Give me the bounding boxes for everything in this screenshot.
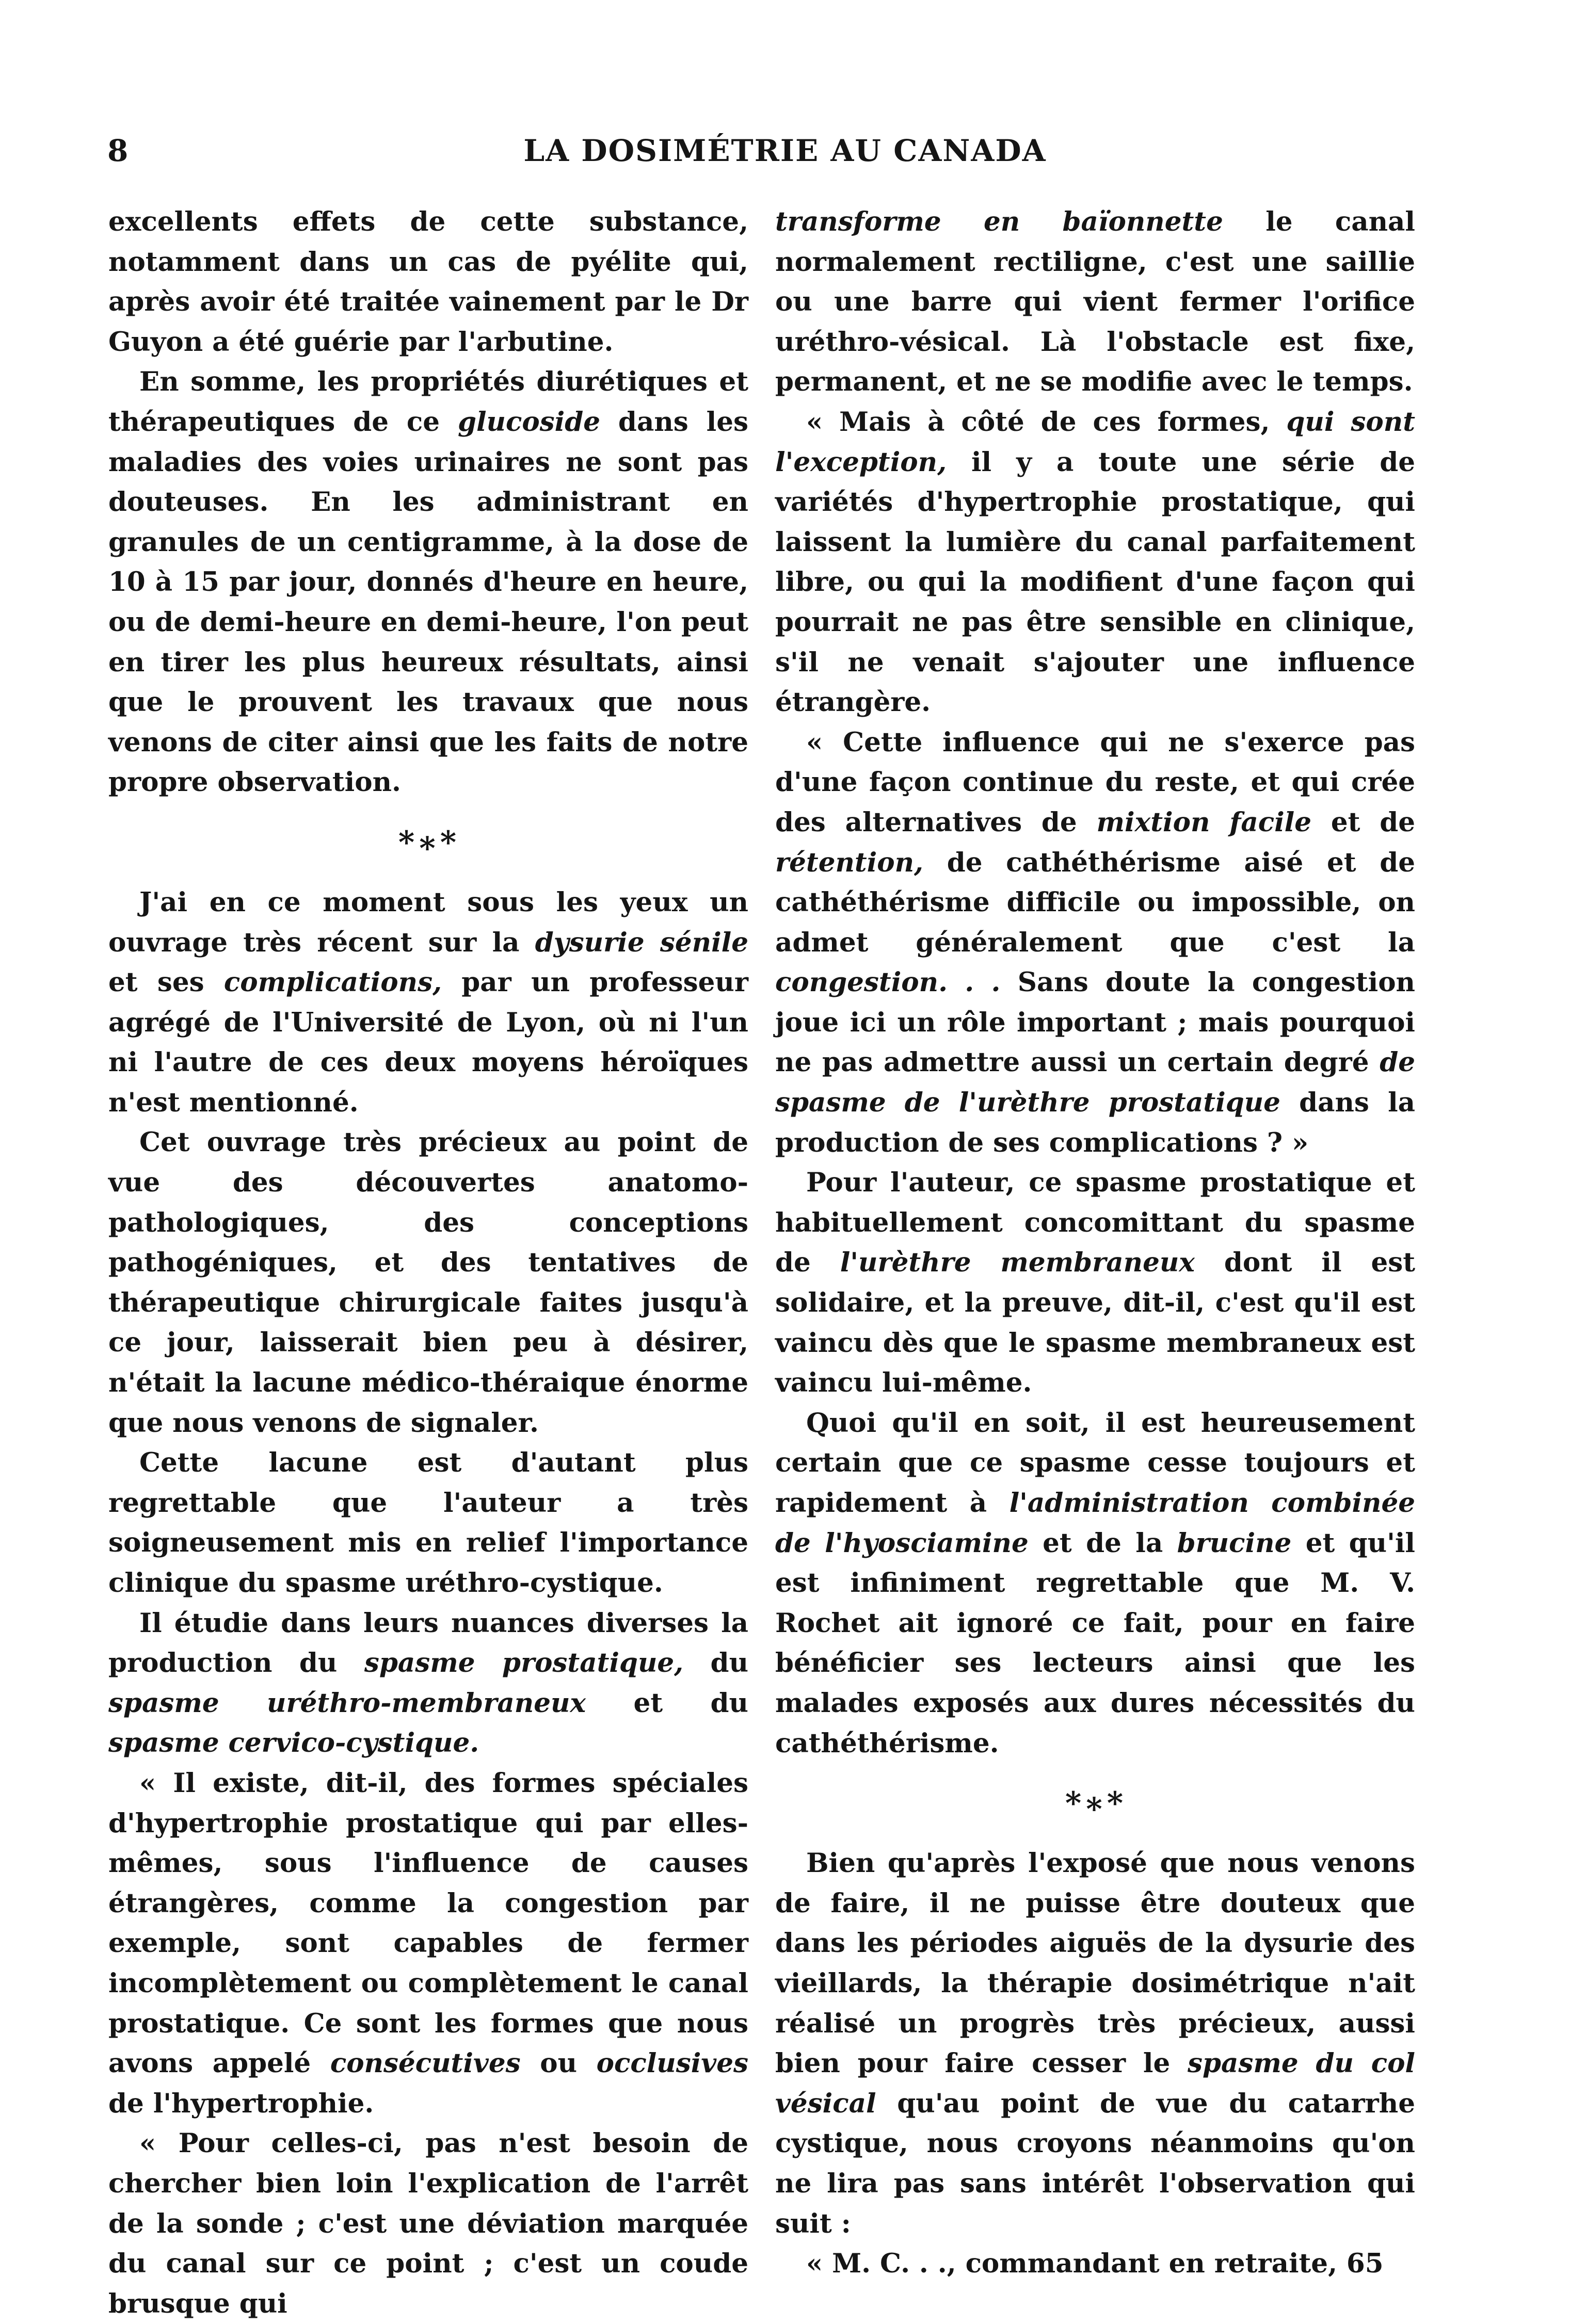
paragraph: « Cette influence qui ne s'exerce pas d'une façon continue du reste, et qui crée des alternatives de mixtion facile et de rétention, de cathéthérisme aisé et de cathéthérisme difficile ou impossible, on admet généralement que c'est la congestion. . . Sans doute la congestion joue ici un rôle important ; mais pourquoi ne pas admettre aussi un certain degré de spasme de l'urèthre prostatique dans la production de ses complications ? » — [775, 727, 1415, 1158]
paragraph: Bien qu'après l'exposé que nous venons de faire, il ne puisse être douteux que dans les périodes aiguës de la dysurie des vieillards, la thérapie dosimétrique n'ait réalisé un progrès très précieux, aussi bien pour faire cesser le spasme du col vésical qu'au point de vue du catarrhe cystique, nous croyons néanmoins qu'on ne lira pas sans intérêt l'observation qui suit : — [775, 1848, 1415, 2239]
page-number: 8 — [107, 133, 129, 168]
paragraph: Quoi qu'il en soit, il est heureusement certain que ce spasme cesse toujours et rapidement à l'administration combinée de l'hyosciamine et de la brucine et qu'il est infiniment regrettable que M. V. Rochet ait ignoré ce fait, pour en faire bénéficier ses lecteurs ainsi que les malades exposés aux dures nécessités du cathéthérisme. — [775, 1407, 1415, 1759]
paragraph: transforme en baïonnette le canal normalement rectiligne, c'est une saillie ou une barre qui vient fermer l'orifice uréthro-vésical. Là l'obstacle est fixe, permanent, et ne se modifie avec le temps. — [775, 206, 1415, 398]
paragraph: En somme, les propriétés diurétiques et thérapeutiques de ce glucoside dans les maladies des voies urinaires ne sont pas douteuses. En les administrant en granules de un centigramme, à la dose de 10 à 15 par jour, donnés d'heure en heure, ou de demi-heure en demi-heure, l'on peut en tirer les plus heureux résultats, ainsi que le prouvent les travaux que nous venons de citer ainsi que les faits de notre propre observation. — [108, 366, 748, 798]
paragraph: « Mais à côté de ces formes, qui sont l'exception, il y a toute une série de variétés d'hypertrophie prostatique, qui laissent la lumière du canal parfaitement libre, ou qui la modifient d'une façon qui pourrait ne pas être sensible en clinique, s'il ne venait s'ajouter une influence étrangère. — [775, 406, 1415, 718]
left-column — [108, 202, 748, 2324]
paragraph: Il étudie dans leurs nuances diverses la production du spasme prostatique, du spasme uréthro-membraneux et du spasme cervico-cystique. — [108, 1607, 749, 1759]
section-separator: *∗* — [398, 824, 459, 861]
paragraph: « M. C. . ., commandant en retraite, 65 — [806, 2248, 1384, 2280]
running-title: LA DOSIMÉTRIE AU CANADA — [523, 133, 1047, 168]
paragraph: « Il existe, dit-il, des formes spéciales d'hypertrophie prostatique qui par elles-mêmes, sous l'influence de causes étrangères, comme la congestion par exemple, sont capables de fermer incomplètement ou complètement le canal prostatique. Ce sont les formes que nous avons appelé consécutives ou occlusives de l'hypertrophie. — [108, 1767, 748, 2119]
paragraph: Cette lacune est d'autant plus regrettable que l'auteur a très soigneusement mis en relief l'importance clinique du spasme uréthro-cystique. — [108, 1447, 748, 1599]
paragraph: Cet ouvrage très précieux au point de vue des découvertes anatomo-pathologiques, des conceptions pathogéniques, et des tentatives de thérapeutique chirurgicale faites jusqu'à ce jour, laisserait bien peu à désirer, n'était la lacune médico-théraique énorme que nous venons de signaler. — [108, 1127, 748, 1439]
paragraph: « Pour celles-ci, pas n'est besoin de chercher bien loin l'explication de l'arrêt de la sonde ; c'est une déviation marquée du canal sur ce point ; c'est un coude brusque qui — [108, 2128, 748, 2319]
page-header — [0, 133, 1570, 169]
paragraph: J'ai en ce moment sous les yeux un ouvrage très récent sur la dysurie sénile et ses complications, par un professeur agrégé de l'Université de Lyon, où ni l'un ni l'autre de ces deux moyens héroïques n'est mentionné. — [108, 886, 748, 1118]
right-column — [775, 202, 1415, 2284]
section-separator: *∗* — [1065, 1785, 1126, 1822]
paragraph: Pour l'auteur, ce spasme prostatique et habituellement concomittant du spasme de l'urèthre membraneux dont il est solidaire, et la preuve, dit-il, c'est qu'il est vaincu dès que le spasme membraneux est vaincu lui-même. — [775, 1167, 1415, 1399]
paragraph: excellents effets de cette substance, notamment dans un cas de pyélite qui, après avoir été traitée vainement par le Dr Guyon a été guérie par l'arbutine. — [108, 206, 748, 358]
